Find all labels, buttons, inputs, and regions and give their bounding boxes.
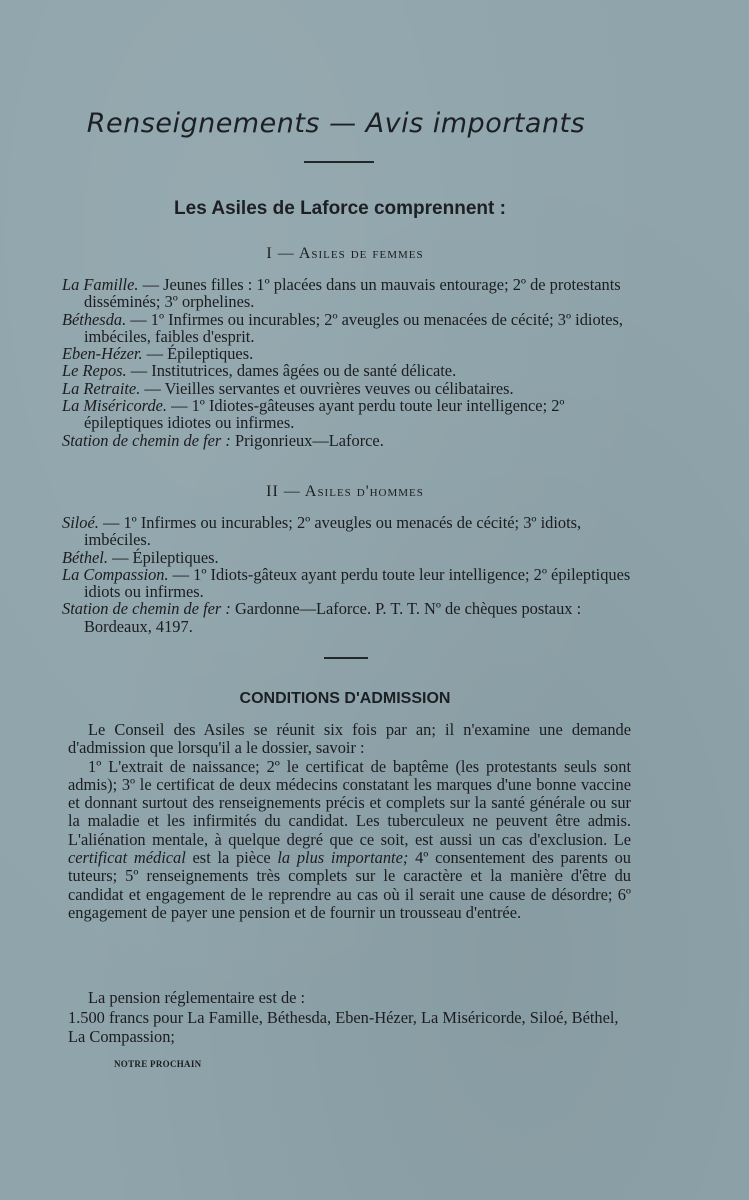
entry-la-famille bbox=[62, 276, 632, 311]
entry-station-men bbox=[62, 600, 632, 635]
page-title: Renseignements — Avis importants bbox=[86, 108, 586, 139]
entry-station-women bbox=[62, 432, 632, 449]
entry-text: — 1º Idiotes-gâteuses ayant perdu toute leur intelligence; 2º épileptiques idiotes ou infirmes. bbox=[84, 396, 565, 433]
admission-emphasis: certificat médical bbox=[68, 848, 186, 868]
women-section-heading bbox=[0, 245, 690, 263]
entry-label: La Retraite. bbox=[62, 378, 141, 398]
entry-siloe bbox=[62, 514, 632, 549]
section-divider bbox=[324, 657, 368, 659]
admission-text: 1º L'extrait de naissance; 2º le certificat de baptême (les protestants seuls sont admis); 3º le certificat de deux médecins constatant les marques d'une bonne vaccine et donnant surtout des renseignements précis et complets sur la santé générale ou sur la maladie et les infirmités du candidat. Les tuberculeux ne peuvent être admis. L'aliénation mentale, à quelque degré que ce soit, est aussi un cas d'exclusion. Le bbox=[68, 756, 631, 849]
admission-paragraph-2 bbox=[68, 758, 631, 923]
entry-text: — 1º Infirmes ou incurables; 2º aveugles ou menacés de cécité; 3º idiots, imbéciles. bbox=[84, 513, 582, 550]
entry-label: La Compassion. bbox=[62, 564, 169, 584]
title-divider bbox=[304, 161, 374, 163]
entry-label: Siloé. bbox=[62, 513, 99, 532]
entry-label: Le Repos. bbox=[62, 361, 127, 381]
entry-label: La Miséricorde. bbox=[62, 396, 168, 416]
entry-la-retraite bbox=[62, 380, 632, 397]
admission-heading: CONDITIONS D'ADMISSION bbox=[239, 690, 451, 707]
admission-conditions bbox=[68, 721, 631, 922]
entry-label: Béthel. bbox=[62, 547, 108, 567]
admission-paragraph-1: Le Conseil des Asiles se réunit six fois par an; il n'examine une demande d'admission que lorsqu'il a le dossier, savoir : bbox=[68, 720, 631, 758]
entry-label: La Famille. bbox=[62, 275, 139, 294]
pension-section bbox=[68, 989, 631, 1046]
entry-text: Prigonrieux—Laforce. bbox=[230, 430, 384, 450]
entry-text: — Institutrices, dames âgées ou de santé délicate. bbox=[126, 361, 457, 381]
entry-text: — Épileptiques. bbox=[107, 547, 219, 567]
entry-label: Station de chemin de fer : bbox=[62, 599, 231, 619]
entry-la-compassion bbox=[62, 566, 632, 601]
admission-text: 4º consentement des parents ou tuteurs; 5º renseignements très complets sur le caractère et la manière d'être du candidat et engagement de le reprendre au cas où il serait une cause de désordre; 6º engagement de payer une pension et de fournir un trousseau d'entrée. bbox=[68, 848, 631, 922]
entry-la-misericorde bbox=[62, 397, 632, 432]
entry-le-repos bbox=[62, 362, 632, 379]
entry-label: Béthesda. bbox=[62, 309, 127, 329]
pension-intro: La pension réglementaire est de : bbox=[88, 988, 306, 1007]
entry-text: — Jeunes filles : 1º placées dans un mauvais entourage; 2º de protestants disséminés; 3º orphelines. bbox=[84, 275, 621, 312]
entry-label: Eben-Hézer. bbox=[62, 344, 143, 364]
entry-text: — 1º Idiots-gâteux ayant perdu toute leur intelligence; 2º épileptiques idiots ou infirmes. bbox=[84, 564, 631, 602]
admission-text: est la pièce bbox=[185, 848, 278, 868]
entry-bethesda bbox=[62, 311, 632, 346]
entry-bethel bbox=[62, 549, 632, 566]
entry-text: — Épileptiques. bbox=[142, 344, 254, 364]
entry-text: — 1º Infirmes ou incurables; 2º aveugles ou menacées de cécité; 3º idiotes, imbéciles, faibles d'esprit. bbox=[84, 309, 623, 346]
men-asylums-list bbox=[62, 514, 632, 635]
men-heading-text: II — Asiles d'hommes bbox=[266, 483, 424, 500]
entry-text: — Vieilles servantes et ouvrières veuves ou célibataires. bbox=[140, 378, 514, 398]
women-asylums-list bbox=[62, 276, 632, 449]
men-section-heading bbox=[0, 483, 690, 501]
pension-details: 1.500 francs pour La Famille, Béthesda, Eben-Hézer, La Miséricorde, Siloé, Béthel, La Compassion; bbox=[68, 1008, 619, 1046]
footer-catchword: NOTRE PROCHAIN bbox=[114, 1059, 202, 1069]
intro-heading: Les Asiles de Laforce comprennent : bbox=[174, 198, 506, 219]
entry-text: Gardonne—Laforce. P. T. T. Nº de chèques postaux : Bordeaux, 4197. bbox=[84, 599, 582, 636]
admission-emphasis: la plus importante; bbox=[277, 848, 409, 868]
entry-label: Station de chemin de fer : bbox=[62, 430, 231, 450]
women-heading-text: I — Asiles de femmes bbox=[266, 245, 424, 262]
entry-eben-hezer bbox=[62, 345, 632, 362]
